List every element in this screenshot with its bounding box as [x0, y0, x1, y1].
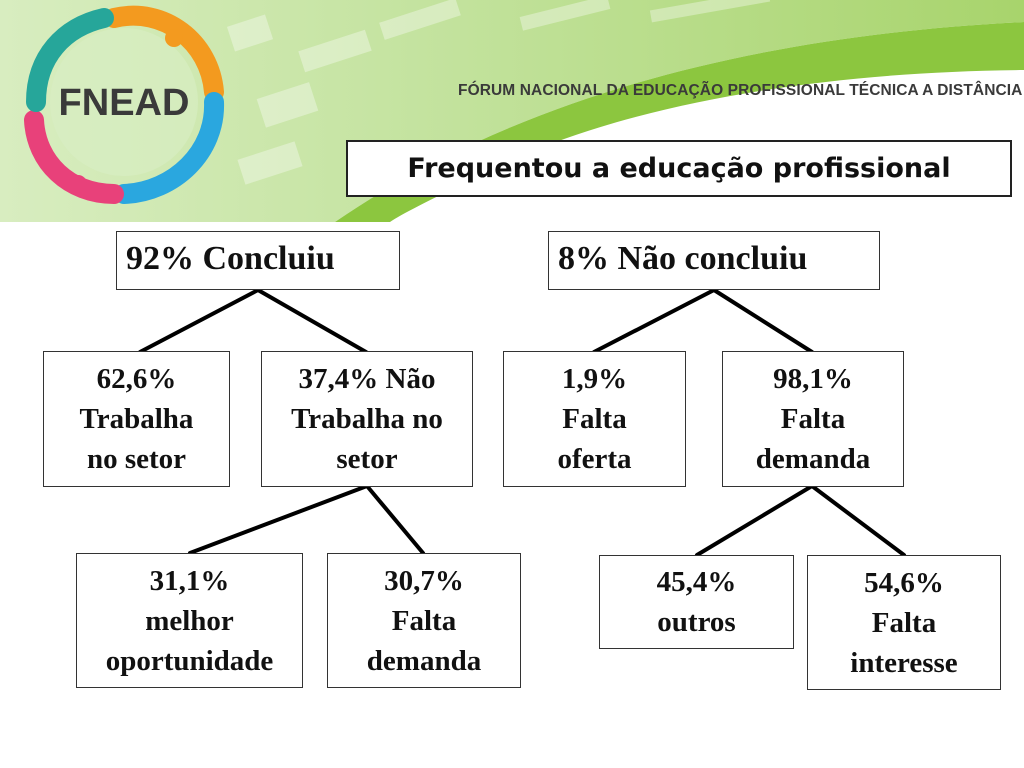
node-concluiu: [116, 231, 400, 290]
forum-title: FÓRUM NACIONAL DA EDUCAÇÃO PROFISSIONAL TÉCNICA A DISTÂNCIA: [458, 82, 1023, 99]
node-label: 31,1% melhor oportunidade: [105, 564, 274, 677]
connector-line: [697, 486, 812, 555]
node-label: 8% Não concluiu: [558, 239, 808, 277]
node-label: 30,7% Falta demanda: [366, 564, 482, 677]
node-label: 37,4% Não Trabalha no setor: [291, 363, 443, 475]
connector-line: [258, 290, 366, 352]
node-falta-oferta: [503, 351, 686, 487]
node-falta-interesse: [807, 555, 1001, 690]
connector-line: [812, 486, 904, 555]
node-label: 92% Concluiu: [126, 239, 335, 277]
node-label: 45,4% outros: [656, 566, 737, 638]
node-label: 62,6% Trabalha no setor: [79, 363, 194, 475]
connector-line: [190, 486, 367, 553]
node-falta-demanda-right: [722, 351, 904, 487]
node-nao-trabalha-no-setor: [261, 351, 473, 487]
node-melhor-oportunidade: [76, 553, 303, 688]
slide-title: Frequentou a educação profissional: [346, 140, 1012, 197]
node-falta-demanda-left: [327, 553, 521, 688]
node-label: 54,6% Falta interesse: [850, 566, 958, 679]
connector-line: [594, 290, 714, 352]
connector-line: [367, 486, 423, 553]
logo-text: FNEAD: [58, 82, 190, 124]
connector-line: [140, 290, 258, 352]
node-outros: [599, 555, 794, 649]
node-label: 98,1% Falta demanda: [755, 363, 871, 475]
node-label: 1,9% Falta oferta: [557, 363, 632, 475]
node-trabalha-no-setor: [43, 351, 230, 487]
connector-line: [714, 290, 812, 352]
node-nao-concluiu: [548, 231, 880, 290]
